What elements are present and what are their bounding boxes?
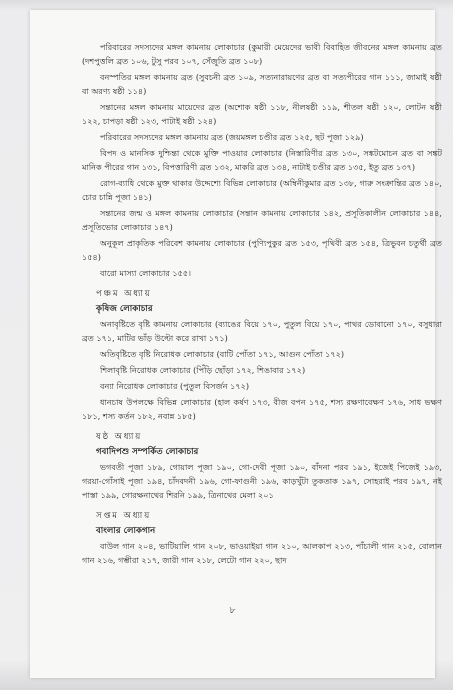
list-item: শিলাবৃষ্টি নিরোধক লোকাচার (পিঁড়ি ছোঁড়া ১৭২, শিঙাবার ১৭২) xyxy=(100,365,306,375)
page-content xyxy=(82,40,442,569)
list-item: সন্তানের মঙ্গল কামনায় মায়েদের ব্রত (অশোক ষষ্ঠী ১১৮, নীলষষ্ঠী ১১৯, শীতল ষষ্ঠী ১২০, লোটন ষষ্ঠী ১২২, চাপড়া ষষ্ঠী ১২৩, পাটাই ষষ্ঠী ১২৪) xyxy=(82,102,442,126)
list-item: সন্তানের জন্ম ও মঙ্গল কামনায় লোকাচার (সন্তান কামনায় লোকাচার ১৪২, প্রসূতিকালীন লোকাচার ১৪৪, প্রসূতিভোর লোকাচার ১৪৭) xyxy=(82,208,442,232)
chapter-heading: ষষ্ঠ অধ্যায় xyxy=(96,431,143,441)
list-item: অনাবৃষ্টিতে বৃষ্টি কামনায় লোকাচার (ব্যাঙের বিয়ে ১৭০, পুতুল বিয়ে ১৭০, পাথর ডোবানো ১৭০, বসুধারা ব্রত ১৭১, মাটির ভাঁড় উল্টো করে রাখা ১৭১) xyxy=(82,319,442,343)
list-item: রোগ-ব্যাধি থেকে মুক্ত থাকার উদ্দেশ্যে বিভিন্ন লোকাচার (অম্বিনীকুমার ব্রত ১৩৮, গারু সংক্রান্তির ব্রত ১৪০, চোর চান্নি পূজা ১৪১) xyxy=(82,178,442,202)
list-item: বিপদ ও মানসিক দুশ্চিন্তা থেকে মুক্তি পাওয়ার লোকাচার (নিস্তারিণীর ব্রত ১৩০, সঙ্কটমোচন ব্রত বা সঙ্কট মানিক পীরের গান ১৩১, বিপত্তারিণী ব্রত ১৩২, মাকরি ব্রত ১৩৪, নাটাই চণ্ডীর ব্রত ১৩৫, ইতু ব্রত ১৩৭) xyxy=(82,148,442,172)
page-number: ৮ xyxy=(229,606,236,616)
list-item: অনুকূল প্রাকৃতিক পরিবেশ কামনায় লোকাচার (পুণ্যিপুকুর ব্রত ১৫৩, পৃথিবী ব্রত ১৫৪, ত্রিভুবন চতুর্থী ব্রত ১৫৪) xyxy=(82,238,442,262)
list-item: বাউল গান ২০৪, ভাটিয়ালি গান ২০৮, ভাওয়াইয়া গান ২১০, আলকাপ ২১৩, পাঁচালী গান ২১৫, বোলান গান ২১৬, গম্ভীরা ২১৭, জারী গান ২১৮, লেটো গান ২২০, ছাদ xyxy=(82,541,442,565)
list-item: বনস্পতির মঙ্গল কামনায় ব্রত (সুবচনী ব্রত ১০৯, সত্যনারায়ণের ব্রত বা সত্যপীরের গান ১১১, জামাই ষষ্ঠী বা অরণ্য ষষ্ঠী ১১৪) xyxy=(82,72,442,96)
list-item: পরিবারের সদস্যদের মঙ্গল কামনায় লোকাচার (কুমারী মেয়েদের ভাবী বিবাহিত জীবনের মঙ্গল কামনায় ব্রত (দশপুত্তলি ব্রত ১০৬, টুসু পরব ১০৭, সেঁজুতি ব্রত ১০৮) xyxy=(82,42,442,66)
list-item: ধানচাষ উপলক্ষে বিভিন্ন লোকাচার (হাল কর্ষণ ১৭৩, বীজ বপন ১৭৫, শস্য রক্ষণাবেক্ষণ ১৭৬, সাধ ভক্ষণ ১৮১, শস্য কর্তন ১৮২, নবান্ন ১৮৫) xyxy=(82,397,442,421)
list-item: বন্যা নিরোধক লোকাচার (পুতুল বিসর্জন ১৭২) xyxy=(100,381,250,391)
chapter-heading: পঞ্চম অধ্যায় xyxy=(96,288,152,298)
chapter-heading: সপ্তম অধ্যায় xyxy=(96,510,152,520)
list-item: ভগবতী পূজা ১৮৯, গোয়াল পূজা ১৯০, গো-দেবী পূজা ১৯০, বাঁদনা পরব ১৯১, ইজেই পিজেই ১৯৩, গরয়া-গোঁসাই পূজা ১৯৪, চাঁদবদনী ১৯৬, গো-ফাগুনী ১৯৬, কাড়খুঁটা তুকতাক ১৯৭, সোহরাই পরব ১৯৭, নই পাস্তা ১৯৯, গোরক্ষনাথের শিরনি ১৯৯, ত্রিনাথের মেলা ২০১ xyxy=(82,462,442,500)
list-item: পরিবারের সদস্যদের মঙ্গল কামনায় ব্রত (জয়মঙ্গল চণ্ডীর ব্রত ১২৫, ছট পূজা ১২৯) xyxy=(100,132,364,142)
book-page xyxy=(30,10,442,678)
list-item: অতিবৃষ্টিতে বৃষ্টি নিরোধক লোকাচার (বাটি পোঁতা ১৭১, আগুন পোঁতা ১৭২) xyxy=(100,349,345,359)
chapter-title: গবাদিপশু সম্পর্কিত লোকাচার xyxy=(96,447,199,457)
list-item: বারো মাস্যা লোকাচার ১৫৫। xyxy=(100,268,191,278)
chapter-title: বাংলার লোকগান xyxy=(96,526,156,536)
chapter-title: কৃষিজ লোকাচার xyxy=(96,304,153,314)
